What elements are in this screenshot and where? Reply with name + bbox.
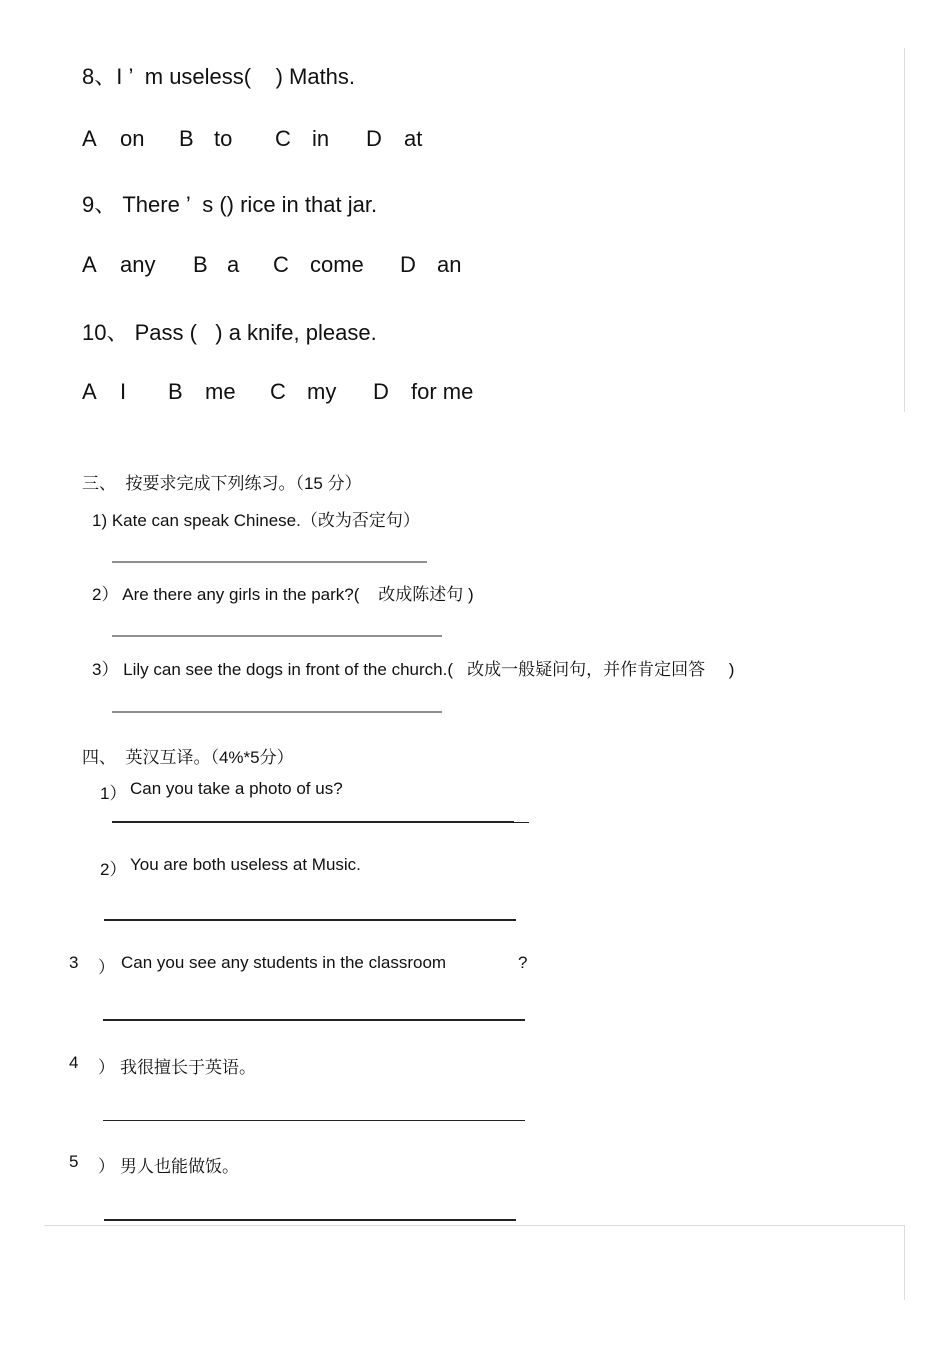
answer-line-1[interactable]	[112, 821, 514, 823]
translation-1-number: 1）	[100, 784, 127, 803]
translation-1-text: Can you take a photo of us?	[130, 779, 343, 798]
exercise-2: 2） Are there any girls in the park?( 改成陈述句 )	[92, 585, 474, 604]
translation-4-text: 我很擅长于英语。	[120, 1058, 256, 1077]
translation-4-number: 4	[69, 1053, 79, 1072]
section-3-heading: 三、 按要求完成下列练习。（15 分）	[82, 474, 362, 493]
option-text: a	[227, 252, 240, 277]
option-letter: C	[273, 252, 289, 277]
answer-line-4[interactable]	[103, 1120, 525, 1121]
option-letter: D	[373, 379, 389, 404]
option-text: on	[120, 126, 145, 151]
translation-3-number: 3	[69, 953, 79, 972]
option-letter: B	[193, 252, 208, 277]
answer-dashes-1[interactable]: —————————————————————	[112, 553, 427, 570]
exercise-1: 1) Kate can speak Chinese.（改为否定句）	[92, 511, 420, 530]
translation-2-number: 2）	[100, 860, 127, 879]
option-text: in	[312, 126, 330, 151]
option-letter: C	[270, 379, 286, 404]
translation-2-text: You are both useless at Music.	[130, 855, 361, 874]
answer-line-5[interactable]	[104, 1219, 516, 1221]
option-letter: A	[82, 126, 97, 151]
option-text: any	[120, 252, 156, 277]
option-text: come	[310, 252, 364, 277]
page-edge-right-bottom	[904, 1226, 905, 1300]
question-10: 10、 Pass ( ) a knife, please.	[82, 320, 377, 345]
option-letter: B	[168, 379, 183, 404]
translation-3-paren: ）	[98, 958, 115, 977]
answer-line-3[interactable]	[103, 1019, 525, 1021]
exercise-3: 3） Lily can see the dogs in front of the church.( 改成一般疑问句，并作肯定回答 )	[92, 660, 735, 679]
section-4-heading: 四、 英汉互译。（4%*5分）	[82, 748, 294, 767]
option-text: for me	[411, 379, 474, 404]
option-letter: C	[275, 126, 291, 151]
translation-5-paren: ）	[98, 1157, 115, 1176]
option-text: me	[205, 379, 236, 404]
page-bottom-rule	[44, 1225, 905, 1226]
option-text: I	[120, 379, 127, 404]
option-letter: D	[400, 252, 416, 277]
option-text: an	[437, 252, 462, 277]
option-letter: B	[179, 126, 194, 151]
question-8: 8、I ’ m useless( ) Maths.	[82, 64, 356, 89]
translation-3-text: Can you see any students in the classroom	[121, 953, 447, 972]
option-letter: A	[82, 379, 97, 404]
option-letter: D	[366, 126, 382, 151]
answer-dashes-3[interactable]: ——————————————————————	[112, 703, 442, 720]
option-text: my	[307, 379, 337, 404]
question-9: 9、 There ’ s () rice in that jar.	[82, 192, 378, 217]
answer-line-2[interactable]	[104, 919, 516, 921]
option-text: to	[214, 126, 233, 151]
option-text: at	[404, 126, 423, 151]
option-letter: A	[82, 252, 97, 277]
page-edge-right-top	[904, 48, 905, 412]
translation-5-text: 男人也能做饭。	[120, 1157, 239, 1176]
translation-5-number: 5	[69, 1152, 79, 1171]
translation-3-question-mark: ?	[518, 953, 528, 972]
translation-4-paren: ）	[98, 1058, 115, 1077]
answer-dashes-2[interactable]: ——————————————————————	[112, 627, 442, 644]
answer-line-1-tail	[514, 822, 529, 823]
